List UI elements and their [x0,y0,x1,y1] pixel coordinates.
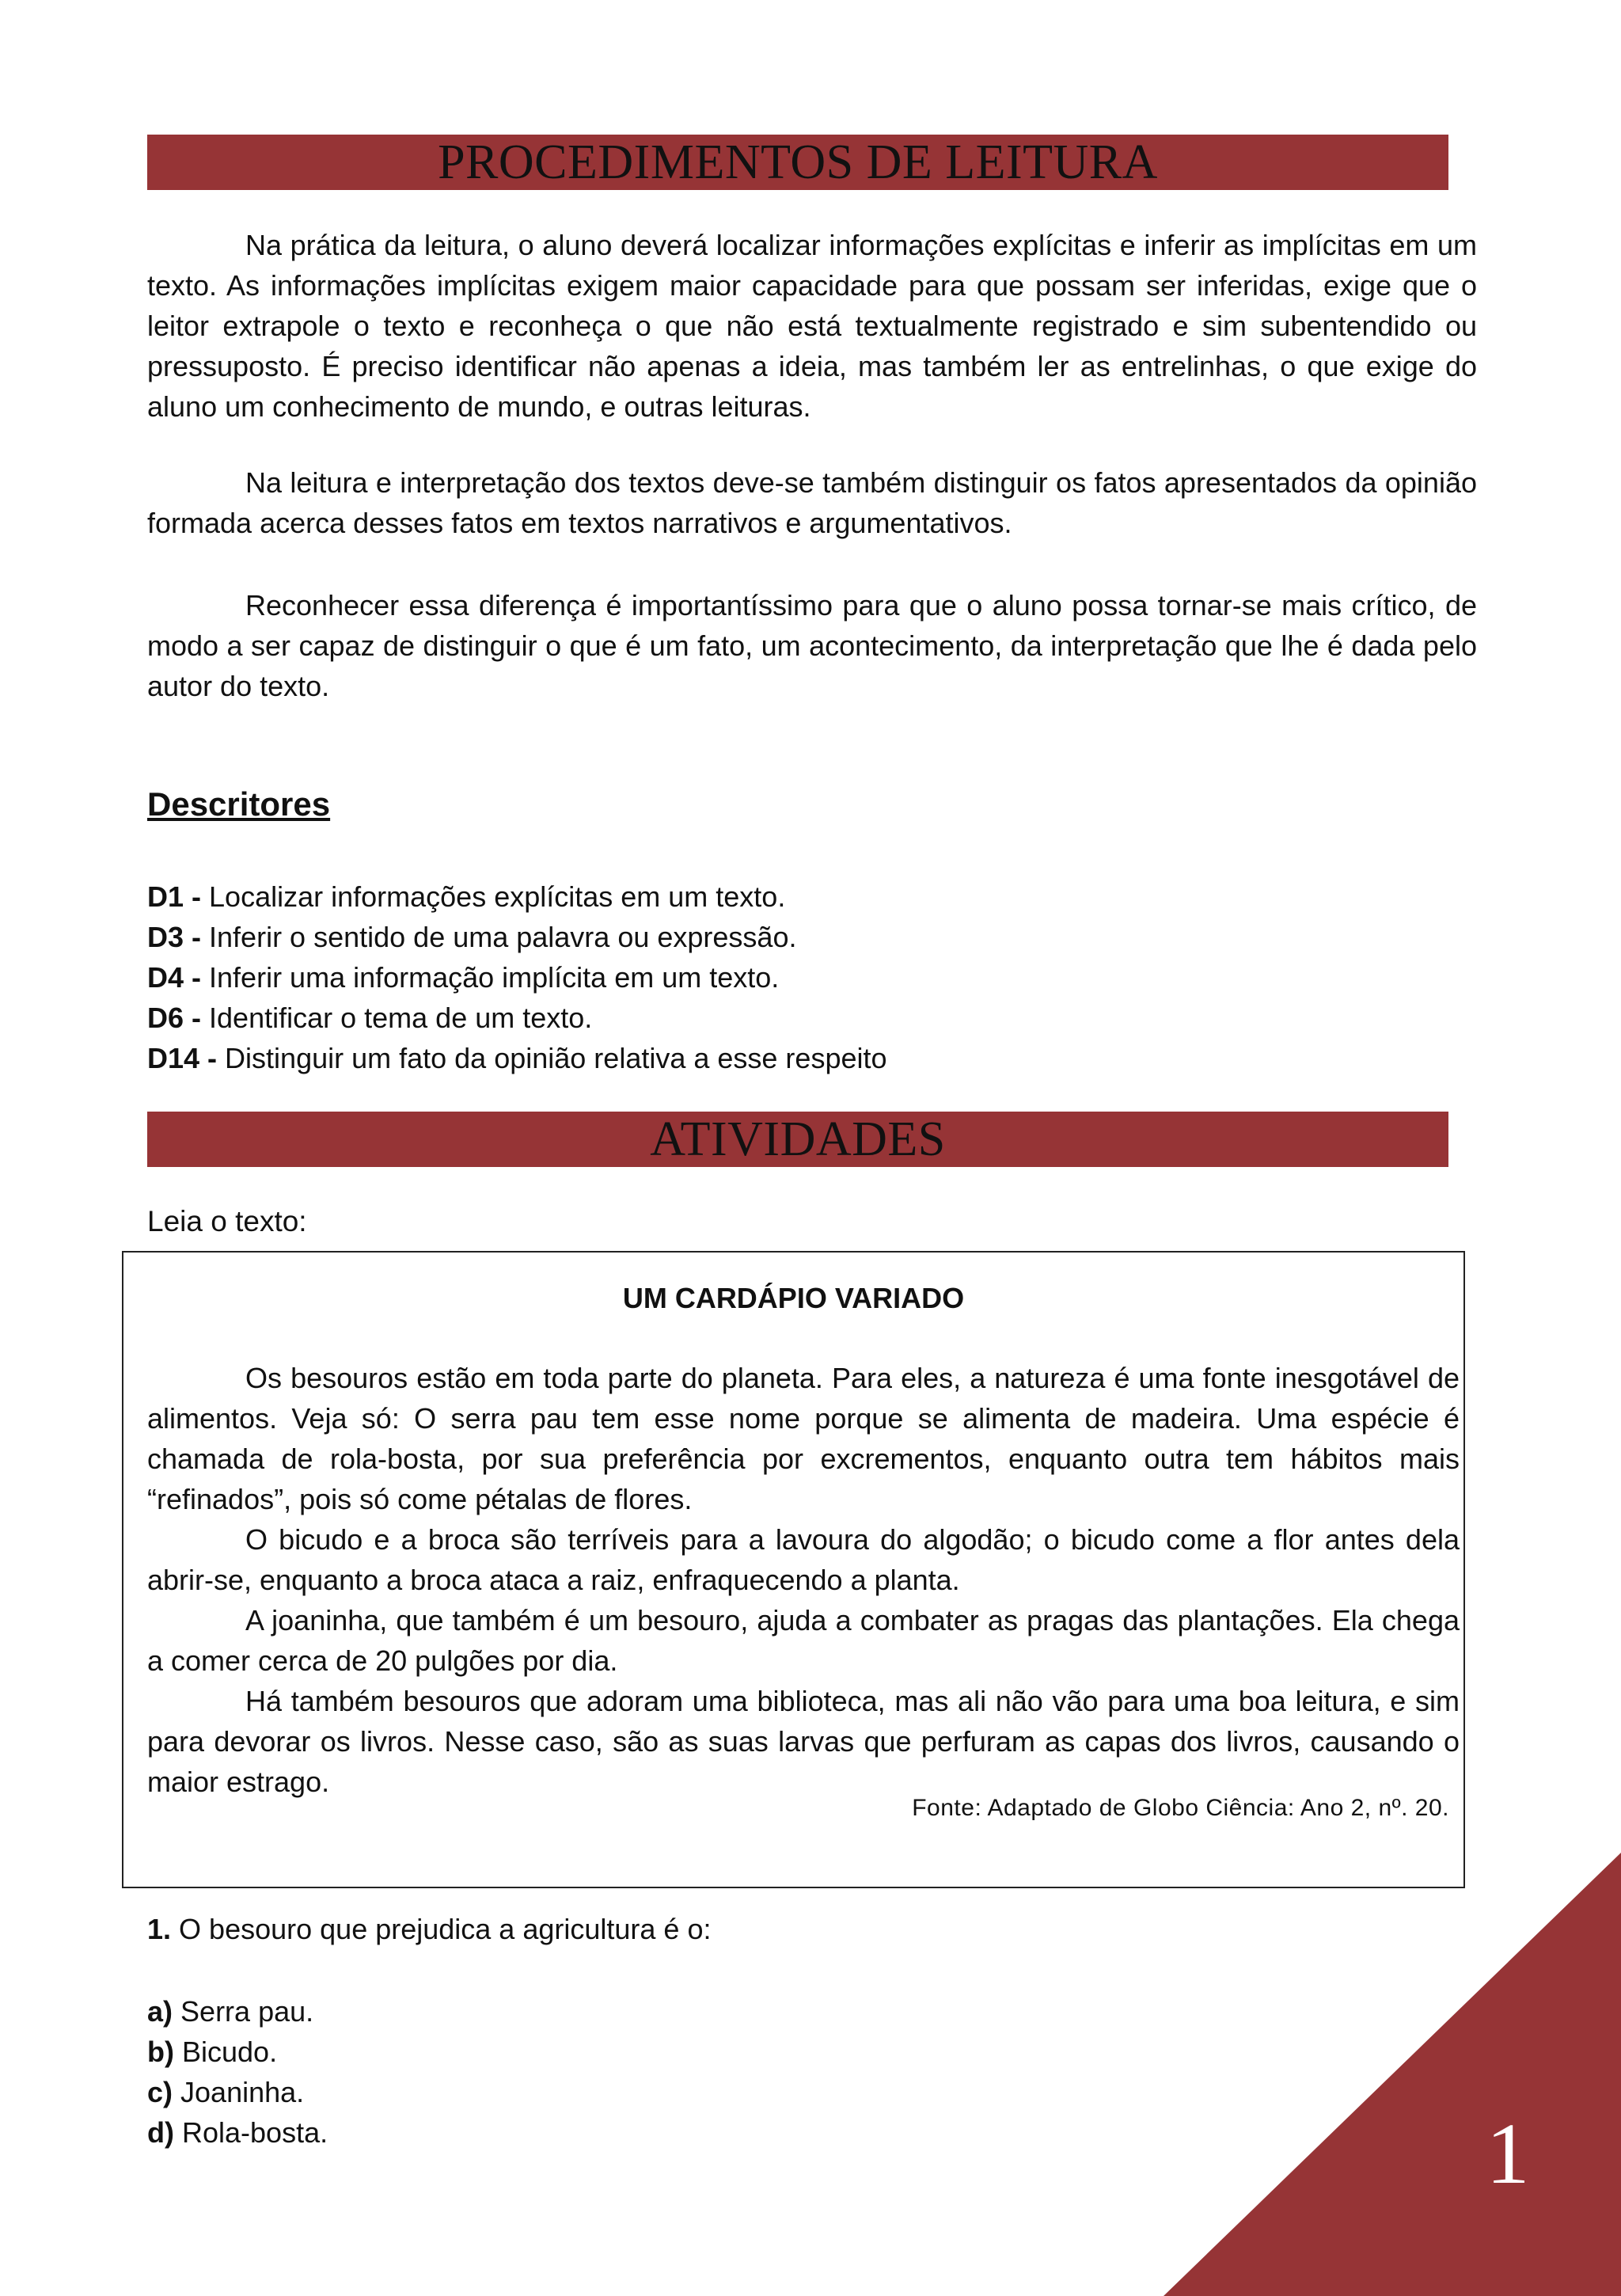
reading-text-paragraph: Há também besouros que adoram uma biblioteca, mas ali não vão para uma boa leitura, e sim para devorar os livros. Nesse caso, são as suas larvas que perfuram as capas dos livros, causando o maior estrago. [147,1685,1460,1798]
question-1 [147,1909,711,1949]
reading-text-body [147,1358,1460,1802]
intro-paragraph: Na prática da leitura, o aluno deverá localizar informações explícitas e inferir as implícitas em um texto. As informações implícitas exigem maior capacidade para que possam ser inferidas, exige que o leitor extrapole o texto e reconheça o que não está textualmente registrado e sim subentendido ou pressuposto. É preciso identificar não apenas a ideia, mas também ler as entrelinhas, o que exige do aluno um conhecimento de mundo, e outras leituras. [147,229,1477,423]
question-text: O besouro que prejudica a agricultura é o: [179,1913,712,1945]
descritor-code: D1 - [147,880,202,913]
answer-option [147,2032,328,2072]
option-letter: d) [147,2116,174,2149]
answer-option [147,1991,328,2032]
descritor-code: D14 - [147,1042,218,1074]
descritor-text: Inferir uma informação implícita em um texto. [209,961,780,994]
option-text: Rola-bosta. [182,2116,328,2149]
answer-option [147,2072,328,2112]
descritor-text: Identificar o tema de um texto. [209,1002,593,1034]
option-text: Joaninha. [180,2076,305,2108]
corner-triangle-decoration [1164,1853,1621,2296]
reading-instruction: Leia o texto: [147,1205,307,1237]
reading-text-paragraph: Os besouros estão em toda parte do planeta. Para eles, a natureza é uma fonte inesgotável de alimentos. Veja só: O serra pau tem esse nome porque se alimenta de madeira. Uma espécie é chamada de rola-bosta, por sua preferência por excrementos, enquanto outra tem hábitos mais “refinados”, pois só come pétalas de flores. [147,1362,1460,1515]
descritor-item [147,998,1334,1038]
descritor-item [147,957,1334,998]
descritores-heading: Descritores [147,785,331,823]
reading-text-paragraph: O bicudo e a broca são terríveis para a lavoura do algodão; o bicudo come a flor antes dela abrir-se, enquanto a broca ataca a raiz, enfraquecendo a planta. [147,1523,1460,1596]
option-text: Bicudo. [182,2036,278,2068]
descritor-item [147,1038,1334,1078]
descritor-code: D4 - [147,961,202,994]
question-number: 1. [147,1913,172,1945]
descritor-item [147,917,1334,957]
answer-option [147,2112,328,2153]
reading-text-box [122,1251,1465,1888]
option-letter: c) [147,2076,173,2108]
reading-text-source: Fonte: Adaptado de Globo Ciência: Ano 2, nº. 20. [912,1795,1449,1821]
descritor-text: Distinguir um fato da opinião relativa a esse respeito [225,1042,887,1074]
reading-text-title: UM CARDÁPIO VARIADO [622,1282,965,1314]
intro-paragraph: Reconhecer essa diferença é importantíssimo para que o aluno possa tornar-se mais crítico, de modo a ser capaz de distinguir o que é um fato, um acontecimento, da interpretação que lhe é dada pelo autor do texto. [147,589,1477,702]
option-letter: a) [147,1995,173,2028]
activities-title-banner: ATIVIDADES [147,1112,1448,1167]
intro-paragraph: Na leitura e interpretação dos textos deve-se também distinguir os fatos apresentados da opinião formada acerca desses fatos em textos narrativos e argumentativos. [147,466,1477,539]
option-text: Serra pau. [180,1995,314,2028]
descritor-item [147,876,1334,917]
descritor-code: D6 - [147,1002,202,1034]
reading-text-paragraph: A joaninha, que também é um besouro, ajuda a combater as pragas das plantações. Ela chega a comer cerca de 20 pulgões por dia. [147,1604,1460,1677]
descritor-code: D3 - [147,921,202,953]
descritor-text: Inferir o sentido de uma palavra ou expressão. [209,921,797,953]
page-number: 1 [1486,2105,1530,2202]
section-title-banner: PROCEDIMENTOS DE LEITURA [147,135,1448,190]
option-letter: b) [147,2036,174,2068]
descritor-text: Localizar informações explícitas em um texto. [209,880,786,913]
answer-options [147,1991,328,2153]
descritores-list [147,876,1334,1078]
